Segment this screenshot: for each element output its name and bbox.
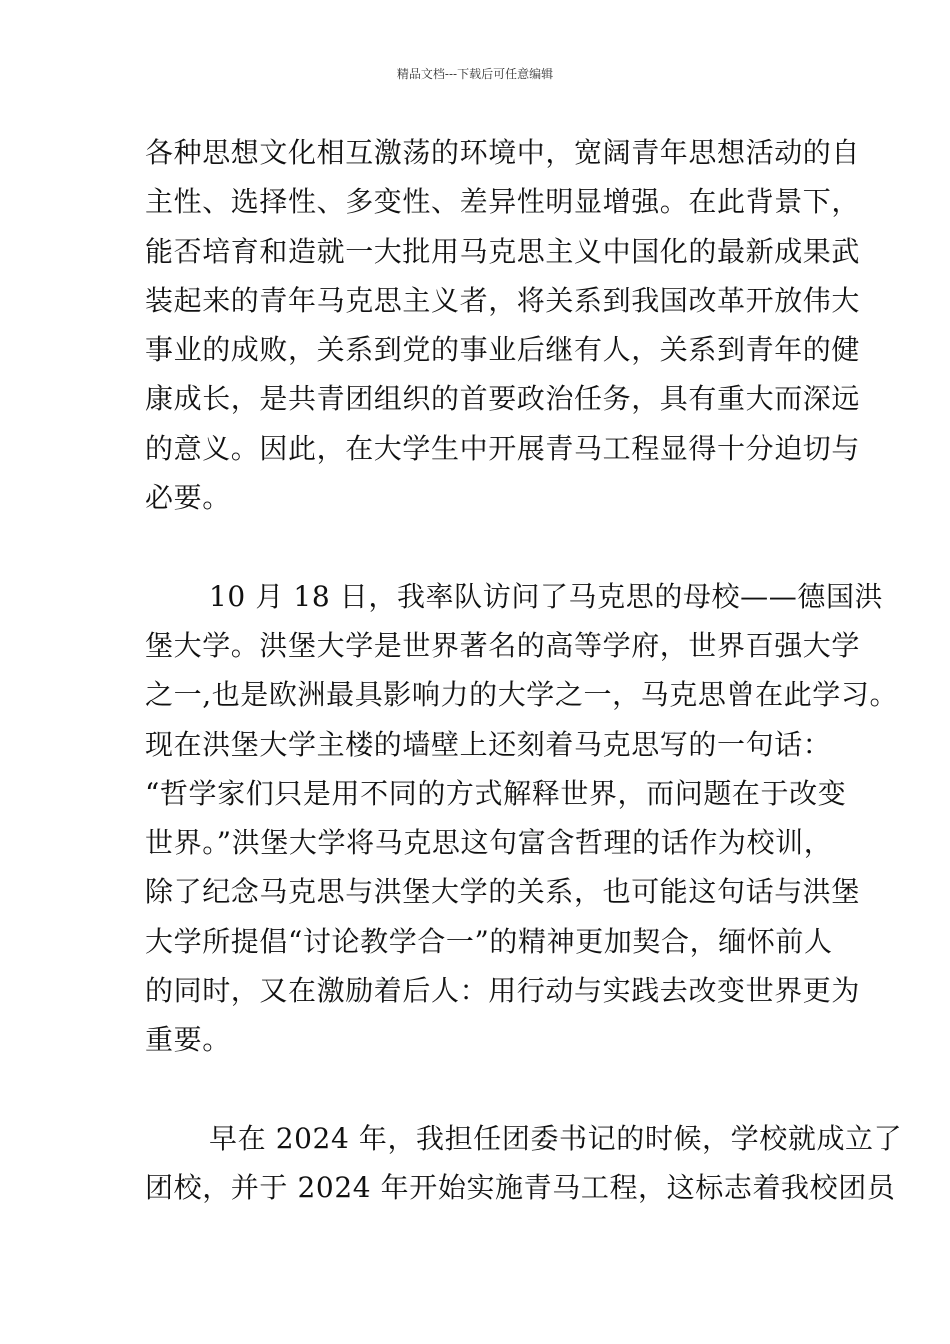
paragraph-3: [145, 1114, 903, 1213]
text-line: 之一,也是欧洲最具影响力的大学之一，马克思曾在此学习。: [145, 678, 899, 712]
paragraph-1: [145, 128, 861, 522]
text-line: 各种思想文化相互激荡的环境中，宽阔青年思想活动的自: [145, 136, 861, 169]
text-line: 重要。: [145, 1023, 231, 1057]
text-line: 主性、选择性、多变性、差异性明显增强。在此背景下，: [145, 185, 861, 219]
text-line: 10 月 18 日，我率队访问了马克思的母校——德国洪: [209, 579, 884, 613]
text-line: 早在 2024 年，我担任团委书记的时候，学校就成立了: [209, 1121, 903, 1155]
text-line: 装起来的青年马克思主义者，将关系到我国改革开放伟大: [145, 283, 861, 317]
text-line: 事业的成败，关系到党的事业后继有人，关系到青年的健: [145, 333, 861, 367]
text-line: “哲学家们只是用不同的方式解释世界，而问题在于改变: [145, 776, 847, 810]
text-line: 现在洪堡大学主楼的墙壁上还刻着马克思写的一句话：: [145, 727, 832, 761]
text-line: 能否培育和造就一大批用马克思主义中国化的最新成果武: [145, 234, 861, 268]
text-line: 堡大学。洪堡大学是世界著名的高等学府，世界百强大学: [145, 628, 861, 662]
paragraph-spacer: [145, 1065, 825, 1114]
paragraph-2: [145, 572, 899, 1065]
text-line: 必要。: [145, 481, 231, 515]
text-line: 康成长，是共青团组织的首要政治任务，具有重大而深远: [145, 382, 861, 416]
page-header: 精品文档---下载后可任意编辑: [396, 67, 554, 81]
text-line: 世界。”洪堡大学将马克思这句富含哲理的话作为校训，: [145, 826, 833, 860]
text-line: 的意义。因此，在大学生中开展青马工程显得十分迫切与: [145, 431, 861, 465]
text-line: 的同时，又在激励着后人：用行动与实践去改变世界更为: [145, 974, 861, 1008]
document-body: [145, 128, 903, 1213]
text-line: 团校，并于 2024 年开始实施青马工程，这标志着我校团员: [145, 1171, 896, 1205]
text-line: 大学所提倡“讨论教学合一”的精神更加契合，缅怀前人: [145, 924, 833, 958]
text-line: 除了纪念马克思与洪堡大学的关系，也可能这句话与洪堡: [145, 875, 861, 909]
paragraph-spacer: [145, 522, 825, 571]
